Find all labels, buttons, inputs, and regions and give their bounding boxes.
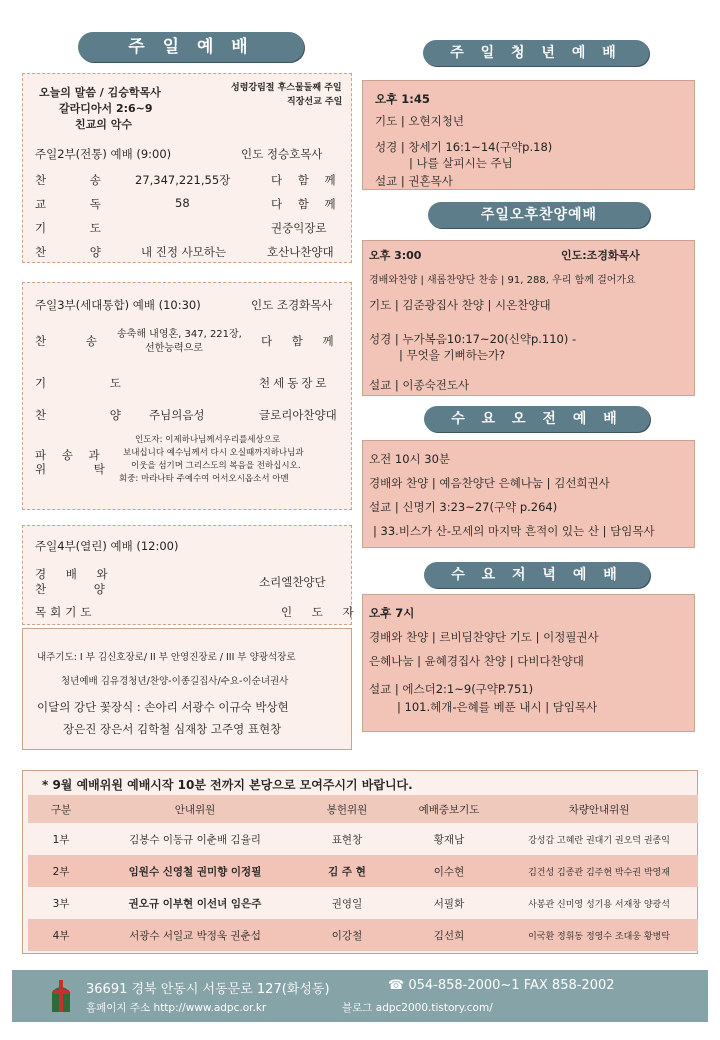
- row-value: 27,347,221,55장: [135, 173, 231, 187]
- footer: [12, 970, 708, 1022]
- table-cell: 김봉수 이동규 이춘배 김율리: [129, 833, 261, 846]
- sending-text: 보내십니다 예수님께서 다시 오실때까지하나님과: [123, 448, 304, 458]
- service-2-title: 주일2부(전통) 예배 (9:00): [35, 147, 172, 161]
- praise-label: 찬 양: [35, 408, 151, 422]
- service-3-box: [22, 282, 352, 510]
- table-header: 안내위원: [94, 795, 296, 823]
- notice-line: 내주기도: I 부 김신호장로/ II 부 안영진장로 / III 부 양광석장로: [37, 652, 296, 663]
- wed-morning-title: 수 요 오 전 예 배: [424, 406, 650, 432]
- row-label: 기 도: [35, 221, 121, 235]
- afternoon-leader: 인도:조경화목사: [561, 249, 640, 262]
- praise-label-2: 찬 양: [35, 582, 127, 596]
- service-4-title: 주일4부(열린) 예배 (12:00): [35, 539, 179, 553]
- youth-time: 오후 1:45: [375, 92, 430, 106]
- row-by: 권중익장로: [271, 221, 327, 235]
- wed-evening-box: [362, 594, 695, 732]
- afternoon-scripture: 성경 | 누가복음10:17~20(신약p.110) -: [369, 332, 577, 346]
- sending-text: 회중: 마라나타 주예수여 어서오시옵소서 아멘: [119, 474, 289, 484]
- table-cell: 3부: [52, 897, 70, 910]
- footer-address: 36691 경북 안동시 서동문로 127(화성동): [86, 982, 330, 997]
- sermon-box: [22, 73, 352, 263]
- table-header-row: [28, 795, 698, 823]
- sermon-title: 오늘의 말씀 / 김승학목사: [39, 86, 161, 99]
- table-cell: 황재남: [433, 833, 465, 846]
- wed-evening-line: | 101.헤개-은혜를 베푼 내시 | 담임목사: [397, 700, 598, 714]
- hymn-value-2: 선한능력으로: [145, 343, 203, 354]
- table-cell: 권오규 이부현 이선녀 임은주: [128, 897, 262, 910]
- table-cell: 임원수 신영철 권미향 이정필: [94, 855, 296, 887]
- sunday-note-2: 직장선교 주일: [287, 97, 343, 107]
- table-cell: 1부: [52, 833, 70, 846]
- youth-scripture-2: | 나를 살피시는 주님: [409, 156, 513, 170]
- sending-text: 이웃을 섬기며 그리스도의 복음을 전하십시오.: [131, 461, 301, 471]
- notice-box: [22, 628, 352, 750]
- table-row: [28, 823, 698, 855]
- wed-evening-line: 설교 | 에스더2:1~9(구약P.751): [369, 682, 534, 696]
- table-cell: 김 주 현: [296, 855, 398, 887]
- afternoon-scripture-2: | 무엇을 기뻐하는가?: [399, 348, 506, 362]
- prayer-label: 기 도: [35, 376, 151, 390]
- wed-evening-time: 오후 7시: [369, 606, 415, 620]
- table-row: [28, 887, 698, 919]
- service-2-leader: 인도 정승호목사: [241, 147, 323, 161]
- row-value: 내 진정 사모하는: [141, 245, 227, 259]
- sending-text: 인도자: 이제하나님께서우리를세상으로: [135, 435, 281, 445]
- afternoon-line: 기도 | 김준광집사 찬양 | 시온찬양대: [369, 298, 551, 312]
- table-cell: 사봉관 신미영 성기용 서재창 양광석: [528, 899, 670, 910]
- afternoon-title: 주일오후찬양예배: [428, 202, 650, 228]
- pastor-prayer-label: 목회기도: [35, 605, 96, 619]
- table-cell: 이강철: [296, 919, 398, 951]
- sunday-note: 성령강림절 후스물둘째 주일: [231, 83, 342, 93]
- youth-title: 주 일 청 년 예 배: [423, 40, 649, 66]
- service-3-leader: 인도 조경화목사: [251, 298, 333, 312]
- table-row: [28, 855, 698, 887]
- pastor-prayer-by: 인 도 자: [281, 605, 362, 619]
- footer-phone: ☎ 054-858-2000~1 FAX 858-2002: [388, 978, 615, 993]
- table-cell: 표현창: [331, 833, 363, 846]
- praise-by: 소리엘찬양단: [259, 575, 326, 589]
- row-label: 찬 양: [35, 245, 121, 259]
- wed-morning-box: [362, 440, 695, 548]
- praise-by: 글로리아찬양대: [259, 408, 337, 422]
- table-cell: 2부: [28, 855, 94, 887]
- servers-heading: * 9월 예배위원 예배시작 10분 전까지 본당으로 모여주시기 바랍니다.: [42, 778, 413, 792]
- youth-box: [362, 80, 695, 190]
- table-header: 봉헌위원: [296, 795, 398, 823]
- footer-blog-link[interactable]: 블로그 adpc2000.tistory.com/: [342, 1002, 493, 1014]
- service-4-box: [22, 525, 362, 625]
- table-cell: 강성갑 고혜란 권대기 권오덕 권종익: [528, 835, 670, 846]
- wed-morning-line: | 33.비스가 산-모세의 마지막 흔적이 있는 산 | 담임목사: [373, 524, 655, 538]
- notice-line: 이달의 강단 꽃장식 : 손아리 서광수 이규숙 박상현: [37, 700, 289, 714]
- row-value: 58: [175, 196, 190, 210]
- afternoon-line: 경배와찬양 | 새롭찬양단 찬송 | 91, 288, 우리 함께 걸어가요: [369, 275, 636, 286]
- hymn-value: 송축해 내영혼, 347, 221장,: [117, 329, 242, 340]
- table-cell: 서필화: [433, 897, 465, 910]
- table-header: 예배중보기도: [398, 795, 500, 823]
- wed-evening-line: 은혜나눔 | 윤혜경집사 찬양 | 다비다찬양대: [369, 654, 584, 668]
- youth-sermon: 설교 | 권혼목사: [375, 174, 453, 188]
- afternoon-time: 오후 3:00: [369, 249, 422, 262]
- row-by: 다 함 께: [271, 173, 342, 187]
- youth-prayer: 기도 | 오현지청년: [375, 114, 464, 128]
- table-cell: 이국환 정휘동 정영수 조대웅 황병탁: [500, 919, 698, 951]
- table-cell: 이수현: [398, 855, 500, 887]
- table-row: [28, 919, 698, 951]
- sending-label-2: 위 탁: [35, 462, 127, 476]
- sending-label: 파 송 과: [35, 448, 106, 462]
- hymn-by: 다 함 께: [261, 334, 342, 348]
- praise-label: 경 배 와: [35, 567, 116, 581]
- table-cell: 김건성 김종관 김주현 박수권 박영재: [500, 855, 698, 887]
- afternoon-box: [362, 240, 695, 396]
- footer-homepage-link[interactable]: 홈페이지 주소 http://www.adpc.or.kr: [86, 1002, 267, 1014]
- table-header: 차량안내위원: [500, 795, 698, 823]
- wed-morning-line: 설교 | 신명기 3:23~27(구약 p.264): [369, 500, 558, 514]
- youth-scripture: 성경 | 창세기 16:1~14(구약p.18): [375, 140, 553, 154]
- wed-evening-title: 수 요 저 녁 예 배: [424, 562, 650, 588]
- wed-morning-time: 오전 10시 30분: [369, 452, 451, 466]
- table-header: 구분: [28, 795, 94, 823]
- left-section-title: 주 일 예 배: [78, 32, 304, 62]
- table-cell: 김선희: [398, 919, 500, 951]
- hymn-label: 찬 송: [35, 334, 115, 348]
- service-3-title: 주일3부(세대통합) 예배 (10:30): [35, 298, 201, 312]
- wed-morning-line: 경배와 찬양 | 예음찬양단 은혜나눔 | 김선희권사: [369, 476, 610, 490]
- sermon-subtitle: 친교의 악수: [75, 118, 132, 131]
- church-logo-icon: [48, 978, 74, 1014]
- prayer-by: 천세동장로: [259, 376, 330, 390]
- table-cell: 4부: [28, 919, 94, 951]
- servers-table: [28, 795, 698, 951]
- sermon-scripture: 갈라디아서 2:6~9: [59, 102, 153, 115]
- afternoon-sermon: 설교 | 이종숙전도사: [369, 378, 470, 392]
- praise-value: 주님의음성: [149, 408, 205, 422]
- row-label: 교 독: [35, 197, 121, 211]
- notice-line: 장은진 장은서 김학철 심재창 고주영 표현창: [63, 722, 282, 736]
- row-label: 찬 송: [35, 173, 121, 187]
- notice-line: 청년예배 김유경청년/찬양-이종길집사/수요-이순녀권사: [61, 676, 289, 687]
- row-by: 다 함 께: [271, 197, 342, 211]
- table-cell: 권영일: [331, 897, 363, 910]
- row-by: 호산나찬양대: [267, 245, 334, 259]
- table-cell: 서광수 서일교 박정욱 권춘섭: [94, 919, 296, 951]
- wed-evening-line: 경배와 찬양 | 르비딤찬양단 기도 | 이정필권사: [369, 630, 599, 644]
